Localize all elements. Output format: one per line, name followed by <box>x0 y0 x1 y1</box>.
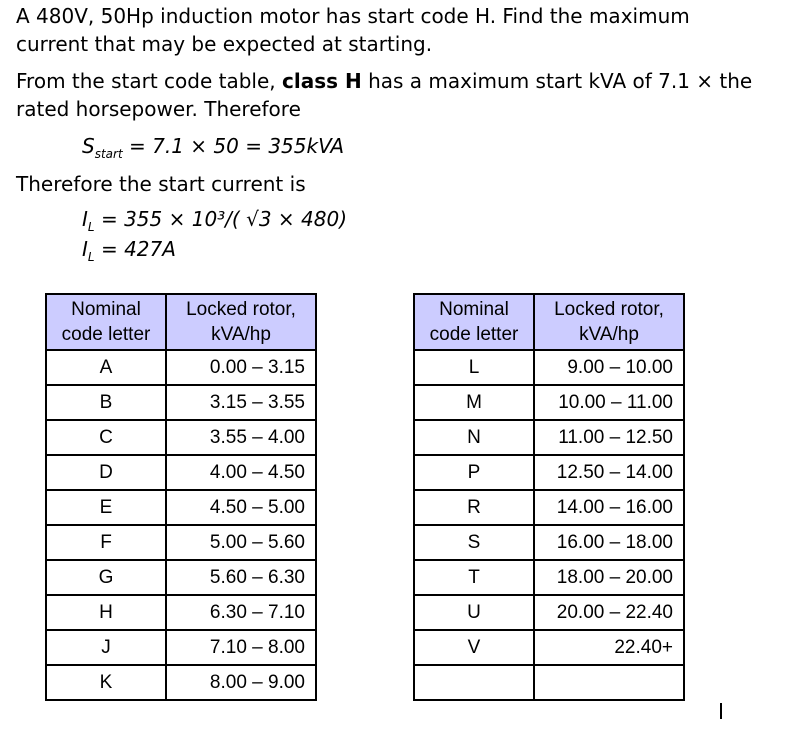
kva-range-cell: 4.50 – 5.00 <box>166 490 316 525</box>
code-letter-cell: P <box>414 455 534 490</box>
kva-range-cell: 0.00 – 3.15 <box>166 350 316 385</box>
table-row <box>46 665 316 700</box>
code-letter-cell: H <box>46 595 166 630</box>
code-table-right-body <box>414 350 684 700</box>
code-letter-cell: D <box>46 455 166 490</box>
kva-range-cell: 10.00 – 11.00 <box>534 385 684 420</box>
solution-line-1 <box>16 67 752 95</box>
kva-range-cell: 16.00 – 18.00 <box>534 525 684 560</box>
kva-range-cell: 14.00 – 16.00 <box>534 490 684 525</box>
table-row <box>46 630 316 665</box>
table-row <box>414 385 684 420</box>
kva-range-cell: 18.00 – 20.00 <box>534 560 684 595</box>
table-row <box>414 350 684 385</box>
code-letter-cell: C <box>46 420 166 455</box>
code-letter-cell: J <box>46 630 166 665</box>
code-letter-cell: K <box>46 665 166 700</box>
kva-range-cell <box>534 665 684 700</box>
code-letter-cell: U <box>414 595 534 630</box>
solution-line-2: rated horsepower. Therefore <box>16 97 301 121</box>
code-letter-cell: G <box>46 560 166 595</box>
code-letter-cell: E <box>46 490 166 525</box>
eq3-rhs: = 427A <box>94 237 176 261</box>
kva-range-cell: 22.40+ <box>534 630 684 665</box>
code-letter-cell: T <box>414 560 534 595</box>
table-row <box>414 420 684 455</box>
eq1-rhs: = 7.1 × 50 = 355kVA <box>122 134 345 158</box>
header-code-letter: Nominal code letter <box>46 294 166 350</box>
eq1-subscript: start <box>94 147 123 161</box>
equation-current-formula <box>82 207 347 234</box>
kva-range-cell: 12.50 – 14.00 <box>534 455 684 490</box>
code-letter-cell: V <box>414 630 534 665</box>
eq2-rhs: = 355 × 10³/( √3 × 480) <box>94 207 347 231</box>
kva-range-cell: 8.00 – 9.00 <box>166 665 316 700</box>
text-cursor <box>720 703 722 719</box>
solution-line-1-post: has a maximum start kVA of 7.1 × the <box>361 69 753 93</box>
table-row <box>46 350 316 385</box>
equation-start-kva <box>82 134 344 161</box>
eq1-symbol: S <box>82 134 95 158</box>
table-row <box>46 385 316 420</box>
kva-range-cell: 7.10 – 8.00 <box>166 630 316 665</box>
code-letter-cell: M <box>414 385 534 420</box>
kva-range-cell: 9.00 – 10.00 <box>534 350 684 385</box>
eq2-subscript: L <box>87 220 95 234</box>
table-row <box>414 665 684 700</box>
kva-range-cell: 11.00 – 12.50 <box>534 420 684 455</box>
header-locked-rotor: Locked rotor, kVA/hp <box>534 294 684 350</box>
eq2-symbol: I <box>82 207 88 231</box>
table-row <box>414 560 684 595</box>
code-letter-cell: A <box>46 350 166 385</box>
kva-range-cell: 5.60 – 6.30 <box>166 560 316 595</box>
table-row <box>414 455 684 490</box>
solution-line-1-pre: From the start code table, <box>16 69 282 93</box>
table-row <box>46 420 316 455</box>
code-table-right <box>413 293 685 701</box>
code-letter-cell: R <box>414 490 534 525</box>
kva-range-cell: 5.00 – 5.60 <box>166 525 316 560</box>
solution-class-h: class H <box>282 69 362 93</box>
kva-range-cell: 6.30 – 7.10 <box>166 595 316 630</box>
code-letter-cell: F <box>46 525 166 560</box>
code-letter-cell: B <box>46 385 166 420</box>
table-row <box>414 525 684 560</box>
code-letter-cell <box>414 665 534 700</box>
header-code-letter: Nominal code letter <box>414 294 534 350</box>
table-row <box>46 490 316 525</box>
equation-current-result <box>82 237 176 264</box>
code-letter-cell: L <box>414 350 534 385</box>
table-row <box>46 455 316 490</box>
table-row <box>414 490 684 525</box>
table-row <box>46 560 316 595</box>
code-table-left-body <box>46 350 316 700</box>
table-row <box>46 595 316 630</box>
kva-range-cell: 3.55 – 4.00 <box>166 420 316 455</box>
eq3-symbol: I <box>82 237 88 261</box>
table-row <box>414 595 684 630</box>
code-table-left <box>45 293 317 701</box>
header-locked-rotor: Locked rotor, kVA/hp <box>166 294 316 350</box>
kva-range-cell: 3.15 – 3.55 <box>166 385 316 420</box>
solution-line-3: Therefore the start current is <box>16 172 306 196</box>
table-row <box>414 630 684 665</box>
kva-range-cell: 4.00 – 4.50 <box>166 455 316 490</box>
kva-range-cell: 20.00 – 22.40 <box>534 595 684 630</box>
table-row <box>46 525 316 560</box>
problem-line-2: current that may be expected at starting. <box>16 32 433 56</box>
problem-line-1: A 480V, 50Hp induction motor has start code H. Find the maximum <box>16 4 690 28</box>
code-letter-cell: N <box>414 420 534 455</box>
eq3-subscript: L <box>87 250 95 264</box>
code-letter-cell: S <box>414 525 534 560</box>
